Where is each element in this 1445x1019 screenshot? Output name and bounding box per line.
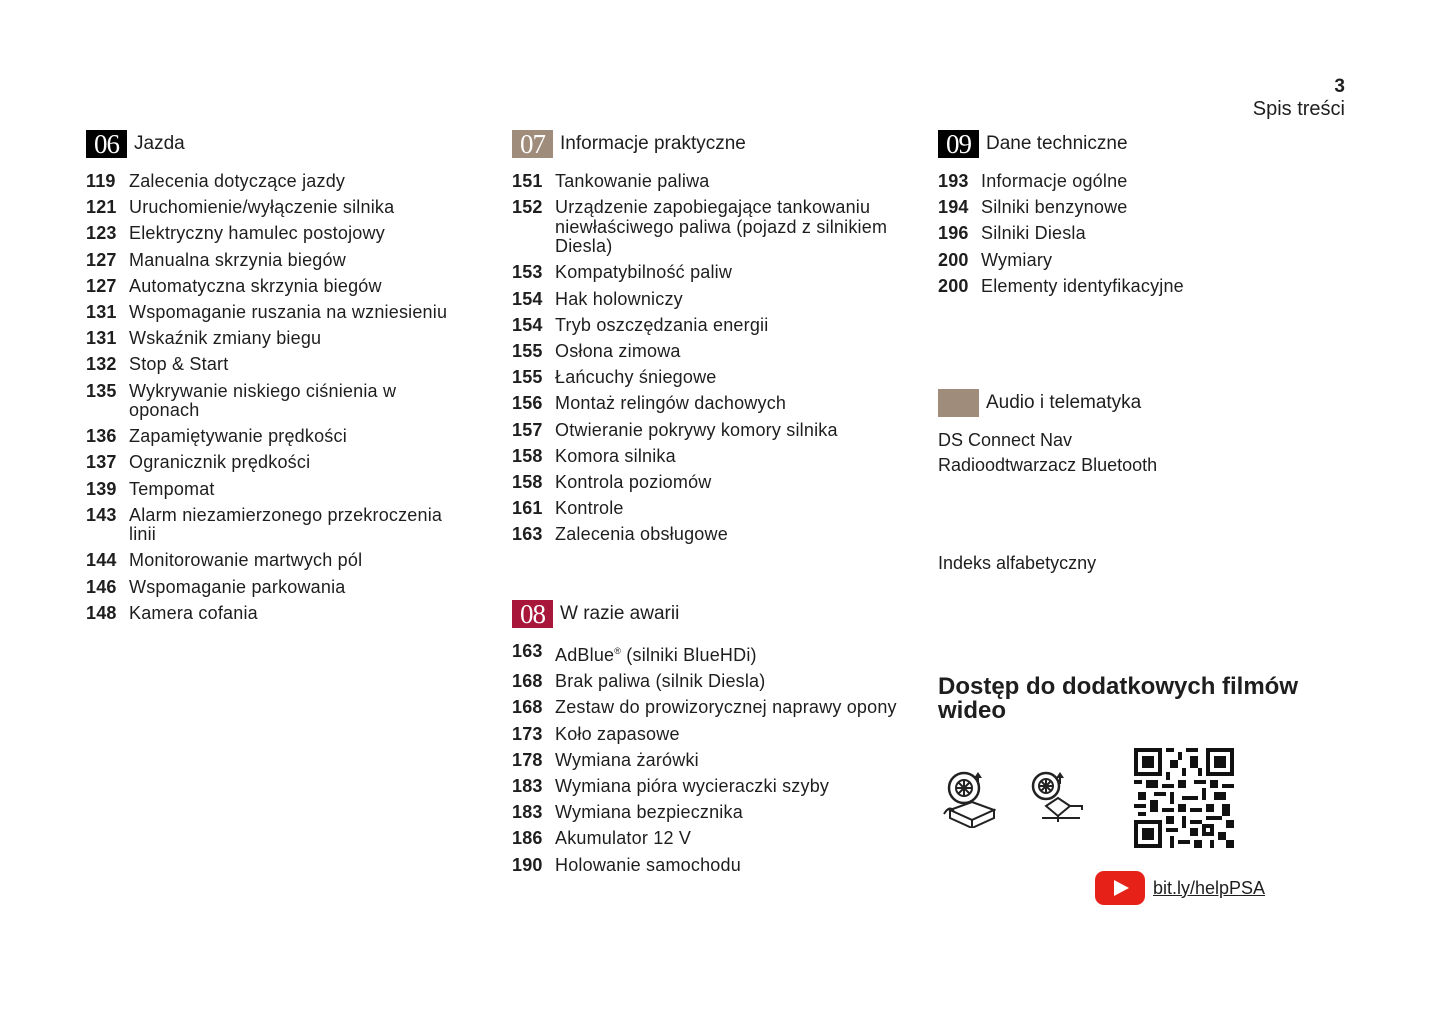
toc-label: Tempomat (129, 478, 215, 499)
tire-jack-icon[interactable] (1030, 770, 1086, 828)
toc-page-number: 144 (86, 550, 117, 571)
audio-links (938, 428, 1157, 477)
toc-item[interactable] (938, 172, 1348, 192)
toc-page-number: 194 (938, 197, 969, 218)
toc-page-number: 200 (938, 249, 969, 270)
toc-label: Manualna skrzynia biegów (129, 249, 346, 270)
toc-item[interactable] (512, 342, 912, 362)
section-title: Dane techniczne (986, 133, 1128, 154)
toc-page-number: 163 (512, 524, 543, 545)
toc-item[interactable] (512, 698, 912, 718)
toc-item[interactable] (938, 277, 1348, 297)
page-title: Spis treści (1252, 98, 1345, 120)
tire-repair-kit-icon[interactable] (942, 770, 996, 828)
video-link-text[interactable]: bit.ly/helpPSA (1153, 877, 1266, 898)
toc-page-number: 137 (86, 452, 117, 473)
toc-label: Koło zapasowe (555, 723, 680, 744)
toc-item[interactable] (86, 382, 466, 421)
toc-item[interactable] (86, 604, 466, 624)
toc-item[interactable] (512, 198, 912, 257)
alphabetical-index-link[interactable]: Indeks alfabetyczny (938, 553, 1097, 573)
toc-label: Kontrole (555, 498, 624, 519)
toc-item[interactable] (86, 303, 466, 323)
audio-color-badge (938, 389, 979, 417)
toc-item[interactable] (512, 368, 912, 388)
toc-item[interactable] (86, 506, 466, 545)
toc-label: Holowanie samochodu (555, 854, 741, 875)
toc-page-number: 168 (512, 697, 543, 718)
toc-item[interactable] (938, 198, 1348, 218)
toc-label: Elektryczny hamulec postojowy (129, 223, 385, 244)
toc-label: Monitorowanie martwych pól (129, 550, 363, 571)
toc-item[interactable] (938, 224, 1348, 244)
section-title: Informacje praktyczne (560, 133, 746, 154)
toc-page-number: 152 (512, 197, 543, 218)
toc-label: Kontrola poziomów (555, 471, 712, 492)
toc-page-number: 143 (86, 504, 117, 525)
section-07-header[interactable] (512, 130, 912, 158)
toc-list-08 (512, 642, 912, 875)
toc-page-number: 186 (512, 828, 543, 849)
section-08-header[interactable] (512, 600, 912, 628)
toc-item[interactable] (86, 198, 466, 218)
toc-label: Tryb oszczędzania energii (555, 314, 769, 335)
toc-item[interactable] (86, 329, 466, 349)
toc-label: Zalecenia dotyczące jazdy (129, 171, 346, 191)
section-title: Jazda (134, 133, 185, 154)
toc-page-number: 155 (512, 367, 543, 388)
toc-item[interactable] (512, 777, 912, 797)
toc-label: Zestaw do prowizorycznej naprawy opony (555, 697, 897, 718)
toc-label: Wskaźnik zmiany biegu (129, 328, 322, 349)
toc-label: Ogranicznik prędkości (129, 452, 311, 473)
toc-page-number: 127 (86, 249, 117, 270)
toc-label: Otwieranie pokrywy komory silnika (555, 419, 838, 440)
toc-list-09 (938, 172, 1348, 296)
toc-label: Wspomaganie ruszania na wzniesieniu (129, 301, 448, 322)
audio-link-bluetooth-radio[interactable]: Radioodtwarzacz Bluetooth (938, 454, 1158, 475)
section-09-header[interactable] (938, 130, 1348, 158)
toc-item[interactable] (512, 447, 912, 467)
toc-label: Montaż relingów dachowych (555, 393, 787, 414)
section-number-badge: 07 (512, 130, 553, 158)
toc-label: Wymiana bezpiecznika (555, 802, 743, 823)
toc-page-number: 163 (512, 641, 543, 661)
toc-label: Alarm niezamierzonego przekroczenia linii (129, 504, 443, 545)
toc-page-number: 178 (512, 749, 543, 770)
youtube-icon (1095, 871, 1145, 905)
toc-page-number: 158 (512, 471, 543, 492)
toc-item[interactable] (512, 725, 912, 745)
toc-page-number: 154 (512, 288, 543, 309)
toc-item[interactable] (512, 525, 912, 545)
toc-label: Osłona zimowa (555, 340, 681, 361)
toc-page-number: 190 (512, 854, 543, 875)
toc-page-number: 135 (86, 380, 117, 401)
toc-page-number: 168 (512, 671, 543, 692)
toc-label: Wymiana żarówki (555, 749, 699, 770)
toc-page-number: 132 (86, 354, 117, 375)
toc-item[interactable] (512, 316, 912, 336)
toc-item[interactable] (86, 551, 466, 571)
toc-item[interactable] (86, 277, 466, 297)
toc-item[interactable] (512, 421, 912, 441)
toc-page-number: 173 (512, 723, 543, 744)
toc-label: Urządzenie zapobiegające tankowaniu niewłaściwego paliwa (pojazd z silnikiem Diesla) (555, 197, 888, 257)
toc-page-number: 153 (512, 262, 543, 283)
column-middle (512, 129, 912, 875)
section-title: W razie awarii (560, 603, 680, 624)
toc-page-number: 158 (512, 445, 543, 466)
column-right (938, 129, 1348, 898)
section-06-header[interactable] (86, 130, 466, 158)
toc-page-number: 127 (86, 275, 117, 296)
page-number: 3 (1334, 76, 1345, 97)
toc-label: Silniki benzynowe (981, 197, 1128, 218)
toc-page-number: 193 (938, 171, 969, 191)
toc-label: Komora silnika (555, 445, 676, 466)
toc-page-number: 155 (512, 340, 543, 361)
toc-item[interactable] (512, 263, 912, 283)
toc-label: Wspomaganie parkowania (129, 576, 346, 597)
toc-item[interactable] (86, 427, 466, 447)
toc-item[interactable] (512, 394, 912, 414)
toc-item[interactable] (512, 829, 912, 849)
videos-heading: Dostęp do dodatkowych filmów wideo (938, 673, 1299, 724)
toc-page-number: 139 (86, 478, 117, 499)
toc-item[interactable] (86, 172, 466, 192)
toc-label: Hak holowniczy (555, 288, 683, 309)
toc-page-number: 196 (938, 223, 969, 244)
video-link[interactable] (1095, 871, 1265, 905)
toc-label: Wymiary (981, 249, 1053, 270)
toc-item[interactable] (86, 453, 466, 473)
section-number-badge: 06 (86, 130, 127, 158)
toc-label: Tankowanie paliwa (555, 171, 710, 191)
toc-page-number: 200 (938, 275, 969, 296)
toc-item[interactable] (512, 290, 912, 310)
toc-item[interactable] (512, 856, 912, 876)
toc-item[interactable] (512, 803, 912, 823)
toc-page-number: 123 (86, 223, 117, 244)
qr-code-icon[interactable] (1134, 748, 1234, 848)
toc-item[interactable] (86, 355, 466, 375)
toc-label: Kamera cofania (129, 602, 258, 623)
toc-item[interactable] (512, 473, 912, 493)
toc-label: Elementy identyfikacyjne (981, 275, 1184, 296)
toc-page-number: 161 (512, 498, 543, 519)
toc-item[interactable] (938, 251, 1348, 271)
section-title: Audio i telematyka (986, 392, 1142, 413)
toc-label: Akumulator 12 V (555, 828, 692, 849)
toc-item[interactable] (512, 642, 912, 666)
toc-page-number: 131 (86, 328, 117, 349)
toc-label: Automatyczna skrzynia biegów (129, 275, 382, 296)
toc-page-number: 146 (86, 576, 117, 597)
toc-list-06 (86, 172, 466, 623)
toc-label: Wymiana pióra wycieraczki szyby (555, 775, 830, 796)
toc-page-number: 183 (512, 802, 543, 823)
toc-item[interactable] (86, 578, 466, 598)
page-header (1253, 76, 1345, 120)
toc-item[interactable] (512, 172, 912, 192)
toc-page-number: 136 (86, 426, 117, 447)
toc-page-number: 156 (512, 393, 543, 414)
toc-item[interactable] (86, 251, 466, 271)
toc-page-number: 154 (512, 314, 543, 335)
toc-page-number: 151 (512, 171, 543, 191)
toc-page-number: 183 (512, 775, 543, 796)
toc-page-number: 148 (86, 602, 117, 623)
toc-label: Wykrywanie niskiego ciśnienia w oponach (129, 380, 397, 420)
toc-item[interactable] (512, 672, 912, 692)
toc-page-number: 119 (86, 171, 116, 191)
toc-item[interactable] (512, 499, 912, 519)
toc-label: AdBlue® (silniki BlueHDi) (555, 645, 757, 665)
audio-link-ds-connect-nav[interactable]: DS Connect Nav (938, 430, 1073, 450)
toc-label: Informacje ogólne (981, 171, 1128, 191)
toc-item[interactable] (86, 224, 466, 244)
toc-page-number: 131 (86, 301, 117, 322)
toc-label: Brak paliwa (silnik Diesla) (555, 671, 766, 692)
section-number-badge: 08 (512, 600, 553, 628)
toc-list-07 (512, 172, 912, 545)
audio-section-header[interactable] (938, 389, 1141, 417)
section-number-badge: 09 (938, 130, 979, 158)
toc-label: Stop & Start (129, 354, 229, 375)
toc-label: Uruchomienie/wyłączenie silnika (129, 197, 395, 218)
toc-page-number: 121 (86, 197, 117, 218)
toc-item[interactable] (512, 751, 912, 771)
toc-label: Zalecenia obsługowe (555, 524, 728, 545)
toc-label: Łańcuchy śniegowe (555, 367, 717, 388)
section-08 (512, 600, 912, 882)
toc-label: Silniki Diesla (981, 223, 1086, 244)
toc-label: Kompatybilność paliw (555, 262, 733, 283)
column-left (86, 130, 466, 630)
toc-page-number: 157 (512, 419, 543, 440)
toc-label: Zapamiętywanie prędkości (129, 426, 347, 447)
toc-item[interactable] (86, 480, 466, 500)
